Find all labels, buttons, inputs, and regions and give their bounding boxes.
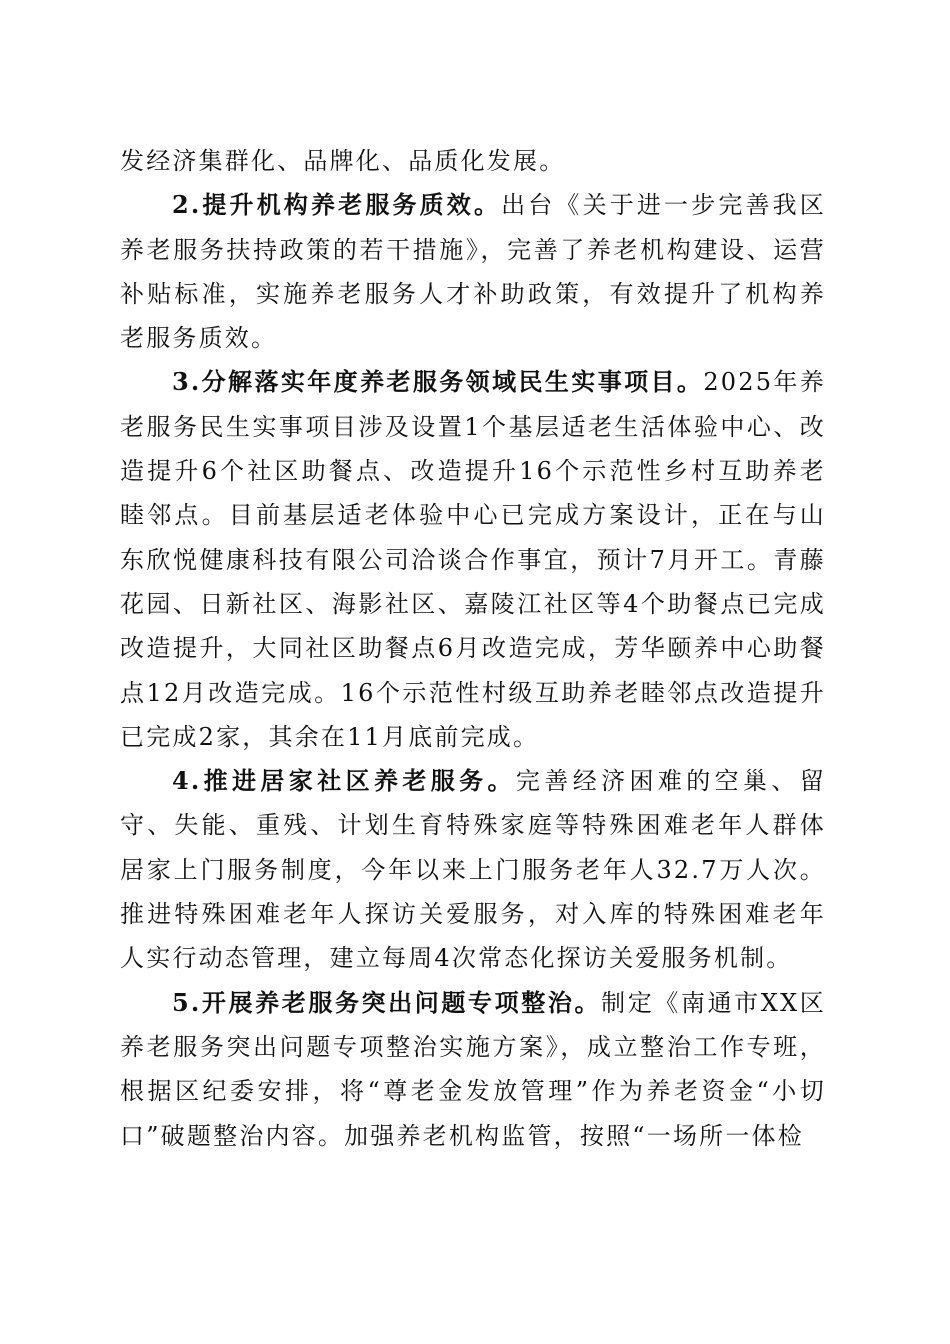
paragraph-item-4 xyxy=(120,759,826,980)
paragraph-heading: 2.提升机构养老服务质效。 xyxy=(172,190,502,220)
paragraph-heading: 4.推进居家社区养老服务。 xyxy=(172,766,516,796)
paragraph-continuation xyxy=(120,139,826,183)
document-body xyxy=(120,139,826,1158)
paragraph-text: 发经济集群化、品牌化、品质化发展。 xyxy=(120,147,566,175)
paragraph-text: 2025年养老服务民生实事项目涉及设置1个基层适老生活体验中心、改造提升6个社区助餐点、改造提升16个示范性乡村互助养老睦邻点。目前基层适老体验中心已完成方案设计，正在与山东欣悦健康科技有限公司洽谈合作事宜，预计7月开工。青藤花园、日新社区、海影社区、嘉陵江社区等4个助餐点已完成改造提升，大同社区助餐点6月改造完成，芳华颐养中心助餐点12月改造完成。16个示范性村级互助养老睦邻点改造提升已完成2家，其余在11月底前完成。 xyxy=(120,368,826,751)
paragraph-heading: 3.分解落实年度养老服务领域民生实事项目。 xyxy=(172,367,704,397)
paragraph-text: 制定《南通市XX区养老服务突出问题专项整治实施方案》，成立整治工作专班，根据区纪委安排，将“尊老金发放管理”作为养老资金“小切口”破题整治内容。加强养老机构监管，按照“一场所一体检 xyxy=(120,988,826,1150)
paragraph-heading: 5.开展养老服务突出问题专项整治。 xyxy=(172,987,602,1017)
paragraph-item-2 xyxy=(120,183,826,360)
paragraph-item-3 xyxy=(120,360,826,759)
paragraph-text: 完善经济困难的空巢、留守、失能、重残、计划生育特殊家庭等特殊困难老年人群体居家上门服务制度，今年以来上门服务老年人32.7万人次。推进特殊困难老年人探访关爱服务，对入库的特殊困难老年人实行动态管理，建立每周4次常态化探访关爱服务机制。 xyxy=(120,767,827,973)
paragraph-text: 出台《关于进一步完善我区养老服务扶持政策的若干措施》，完善了养老机构建设、运营补贴标准，实施养老服务人才补助政策，有效提升了机构养老服务质效。 xyxy=(120,191,827,353)
paragraph-item-5 xyxy=(120,981,826,1158)
